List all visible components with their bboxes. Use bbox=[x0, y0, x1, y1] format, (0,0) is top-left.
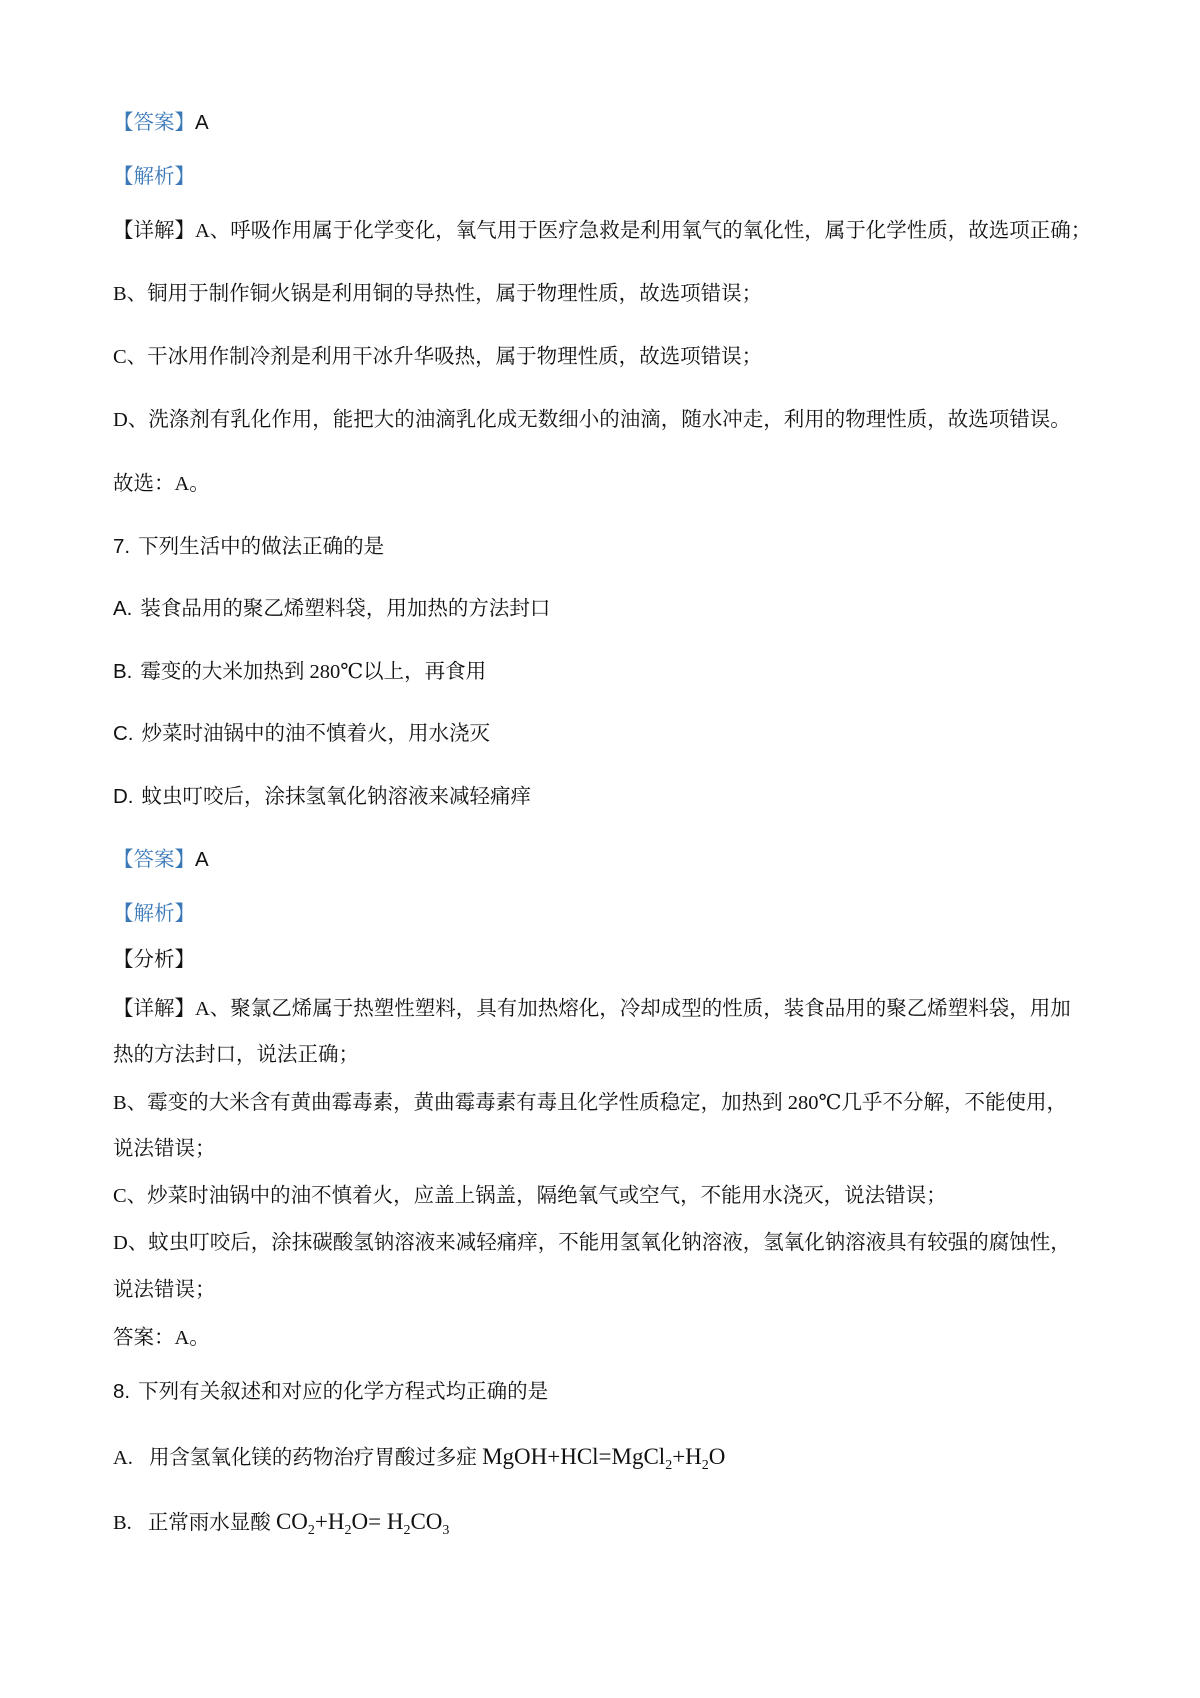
q7-detail-line-3: B、霉变的大米含有黄曲霉毒素，黄曲霉毒素有毒且化学性质稳定，加热到 280℃几乎不分解，不能使用， bbox=[113, 1092, 1067, 1114]
q6-detail-label: 【详解】 bbox=[113, 220, 195, 242]
q6-conclusion: 故选：A。 bbox=[113, 473, 210, 495]
q7-detail-text-1: A、聚氯乙烯属于热塑性塑料，具有加热熔化，冷却成型的性质，装食品用的聚乙烯塑料袋，用加 bbox=[195, 998, 1071, 1020]
q6-answer-line bbox=[113, 113, 209, 134]
formula-part: O bbox=[708, 1444, 726, 1469]
q7-option-a-letter: A. bbox=[113, 597, 133, 620]
q8-stem: 下列有关叙述和对应的化学方程式均正确的是 bbox=[138, 1381, 549, 1403]
q7-detail-line-6: D、蚊虫叮咬后，涂抹碳酸氢钠溶液来减轻痛痒，不能用氢氧化钠溶液，氢氧化钠溶液具有较强的腐蚀性， bbox=[113, 1232, 1071, 1254]
formula-part: O= H bbox=[351, 1509, 404, 1534]
q8-option-b bbox=[113, 1509, 450, 1538]
q7-option-d bbox=[113, 787, 531, 808]
q7-option-b-letter: B. bbox=[113, 660, 133, 683]
formula-subscript: 2 bbox=[307, 1523, 315, 1538]
q7-analysis-label: 【解析】 bbox=[113, 903, 195, 925]
q8-option-a-formula bbox=[482, 1444, 726, 1473]
formula-subscript: 2 bbox=[701, 1458, 709, 1473]
q7-detail-line-5: C、炒菜时油锅中的油不慎着火，应盖上锅盖，隔绝氧气或空气，不能用水浇灭，说法错误； bbox=[113, 1185, 947, 1207]
q7-option-b-text: 霉变的大米加热到 280℃以上，再食用 bbox=[140, 661, 487, 683]
q7-detail-line-1 bbox=[113, 999, 1071, 1020]
formula-subscript: 2 bbox=[665, 1458, 673, 1473]
q6-detail-line-2: B、铜用于制作铜火锅是利用铜的导热性，属于物理性质，故选项错误； bbox=[113, 283, 763, 305]
q7-detail-line-2: 热的方法封口，说法正确； bbox=[113, 1044, 359, 1066]
q7-option-b bbox=[113, 662, 486, 683]
q6-answer-label: 【答案】 bbox=[113, 112, 195, 134]
q8-option-a-text: 用含氢氧化镁的药物治疗胃酸过多症 bbox=[148, 1447, 477, 1469]
q7-answer-label: 【答案】 bbox=[113, 849, 195, 871]
q7-detail-label: 【详解】 bbox=[113, 998, 195, 1020]
q7-option-c-text: 炒菜时油锅中的油不慎着火，用水浇灭 bbox=[141, 723, 490, 745]
q7-answer-value: A bbox=[195, 848, 209, 871]
formula-subscript: 2 bbox=[344, 1523, 352, 1538]
q7-number: 7. bbox=[113, 535, 131, 558]
q6-detail-line-1 bbox=[113, 221, 1091, 242]
formula-part: CO bbox=[275, 1509, 308, 1534]
q7-option-d-text: 蚊虫叮咬后，涂抹氢氧化钠溶液来减轻痛痒 bbox=[141, 786, 531, 808]
q8-option-b-letter: B. bbox=[113, 1512, 132, 1534]
formula-part: CO bbox=[410, 1509, 443, 1534]
q6-detail-line-4: D、洗涤剂有乳化作用，能把大的油滴乳化成无数细小的油滴，随水冲走，利用的物理性质，故选项错误。 bbox=[113, 409, 1071, 431]
q8-option-b-text: 正常雨水显酸 bbox=[147, 1512, 271, 1534]
q7-detail-line-7: 说法错误； bbox=[113, 1279, 216, 1301]
q7-answer-line bbox=[113, 850, 209, 871]
formula-part: MgOH+HCl=MgCl bbox=[482, 1444, 666, 1469]
q7-option-a-text: 装食品用的聚乙烯塑料袋，用加热的方法封口 bbox=[140, 598, 551, 620]
q7-option-a bbox=[113, 599, 550, 620]
q7-stem-line bbox=[113, 537, 384, 558]
formula-part: +H bbox=[672, 1444, 702, 1469]
q6-detail-text-1: A、呼吸作用属于化学变化，氧气用于医疗急救是利用氧气的氧化性，属于化学性质，故选项正确； bbox=[195, 220, 1092, 242]
q7-option-c-letter: C. bbox=[113, 722, 134, 745]
q7-option-d-letter: D. bbox=[113, 785, 134, 808]
q8-option-b-formula bbox=[275, 1509, 450, 1538]
formula-subscript: 2 bbox=[403, 1523, 411, 1538]
q7-fenxi-label: 【分析】 bbox=[113, 949, 195, 971]
q6-analysis-label: 【解析】 bbox=[113, 166, 195, 188]
q8-number: 8. bbox=[113, 1380, 131, 1403]
q8-option-a bbox=[113, 1444, 726, 1473]
q6-answer-value: A bbox=[195, 111, 209, 134]
formula-part: +H bbox=[314, 1509, 345, 1534]
q8-stem-line bbox=[113, 1382, 548, 1403]
q7-option-c bbox=[113, 724, 490, 745]
formula-subscript: 3 bbox=[442, 1523, 450, 1538]
q7-stem: 下列生活中的做法正确的是 bbox=[138, 536, 385, 558]
q7-conclusion: 答案：A。 bbox=[113, 1327, 210, 1349]
q8-option-a-letter: A. bbox=[113, 1447, 133, 1469]
q6-detail-line-3: C、干冰用作制冷剂是利用干冰升华吸热，属于物理性质，故选项错误； bbox=[113, 346, 763, 368]
q7-detail-line-4: 说法错误； bbox=[113, 1138, 216, 1160]
